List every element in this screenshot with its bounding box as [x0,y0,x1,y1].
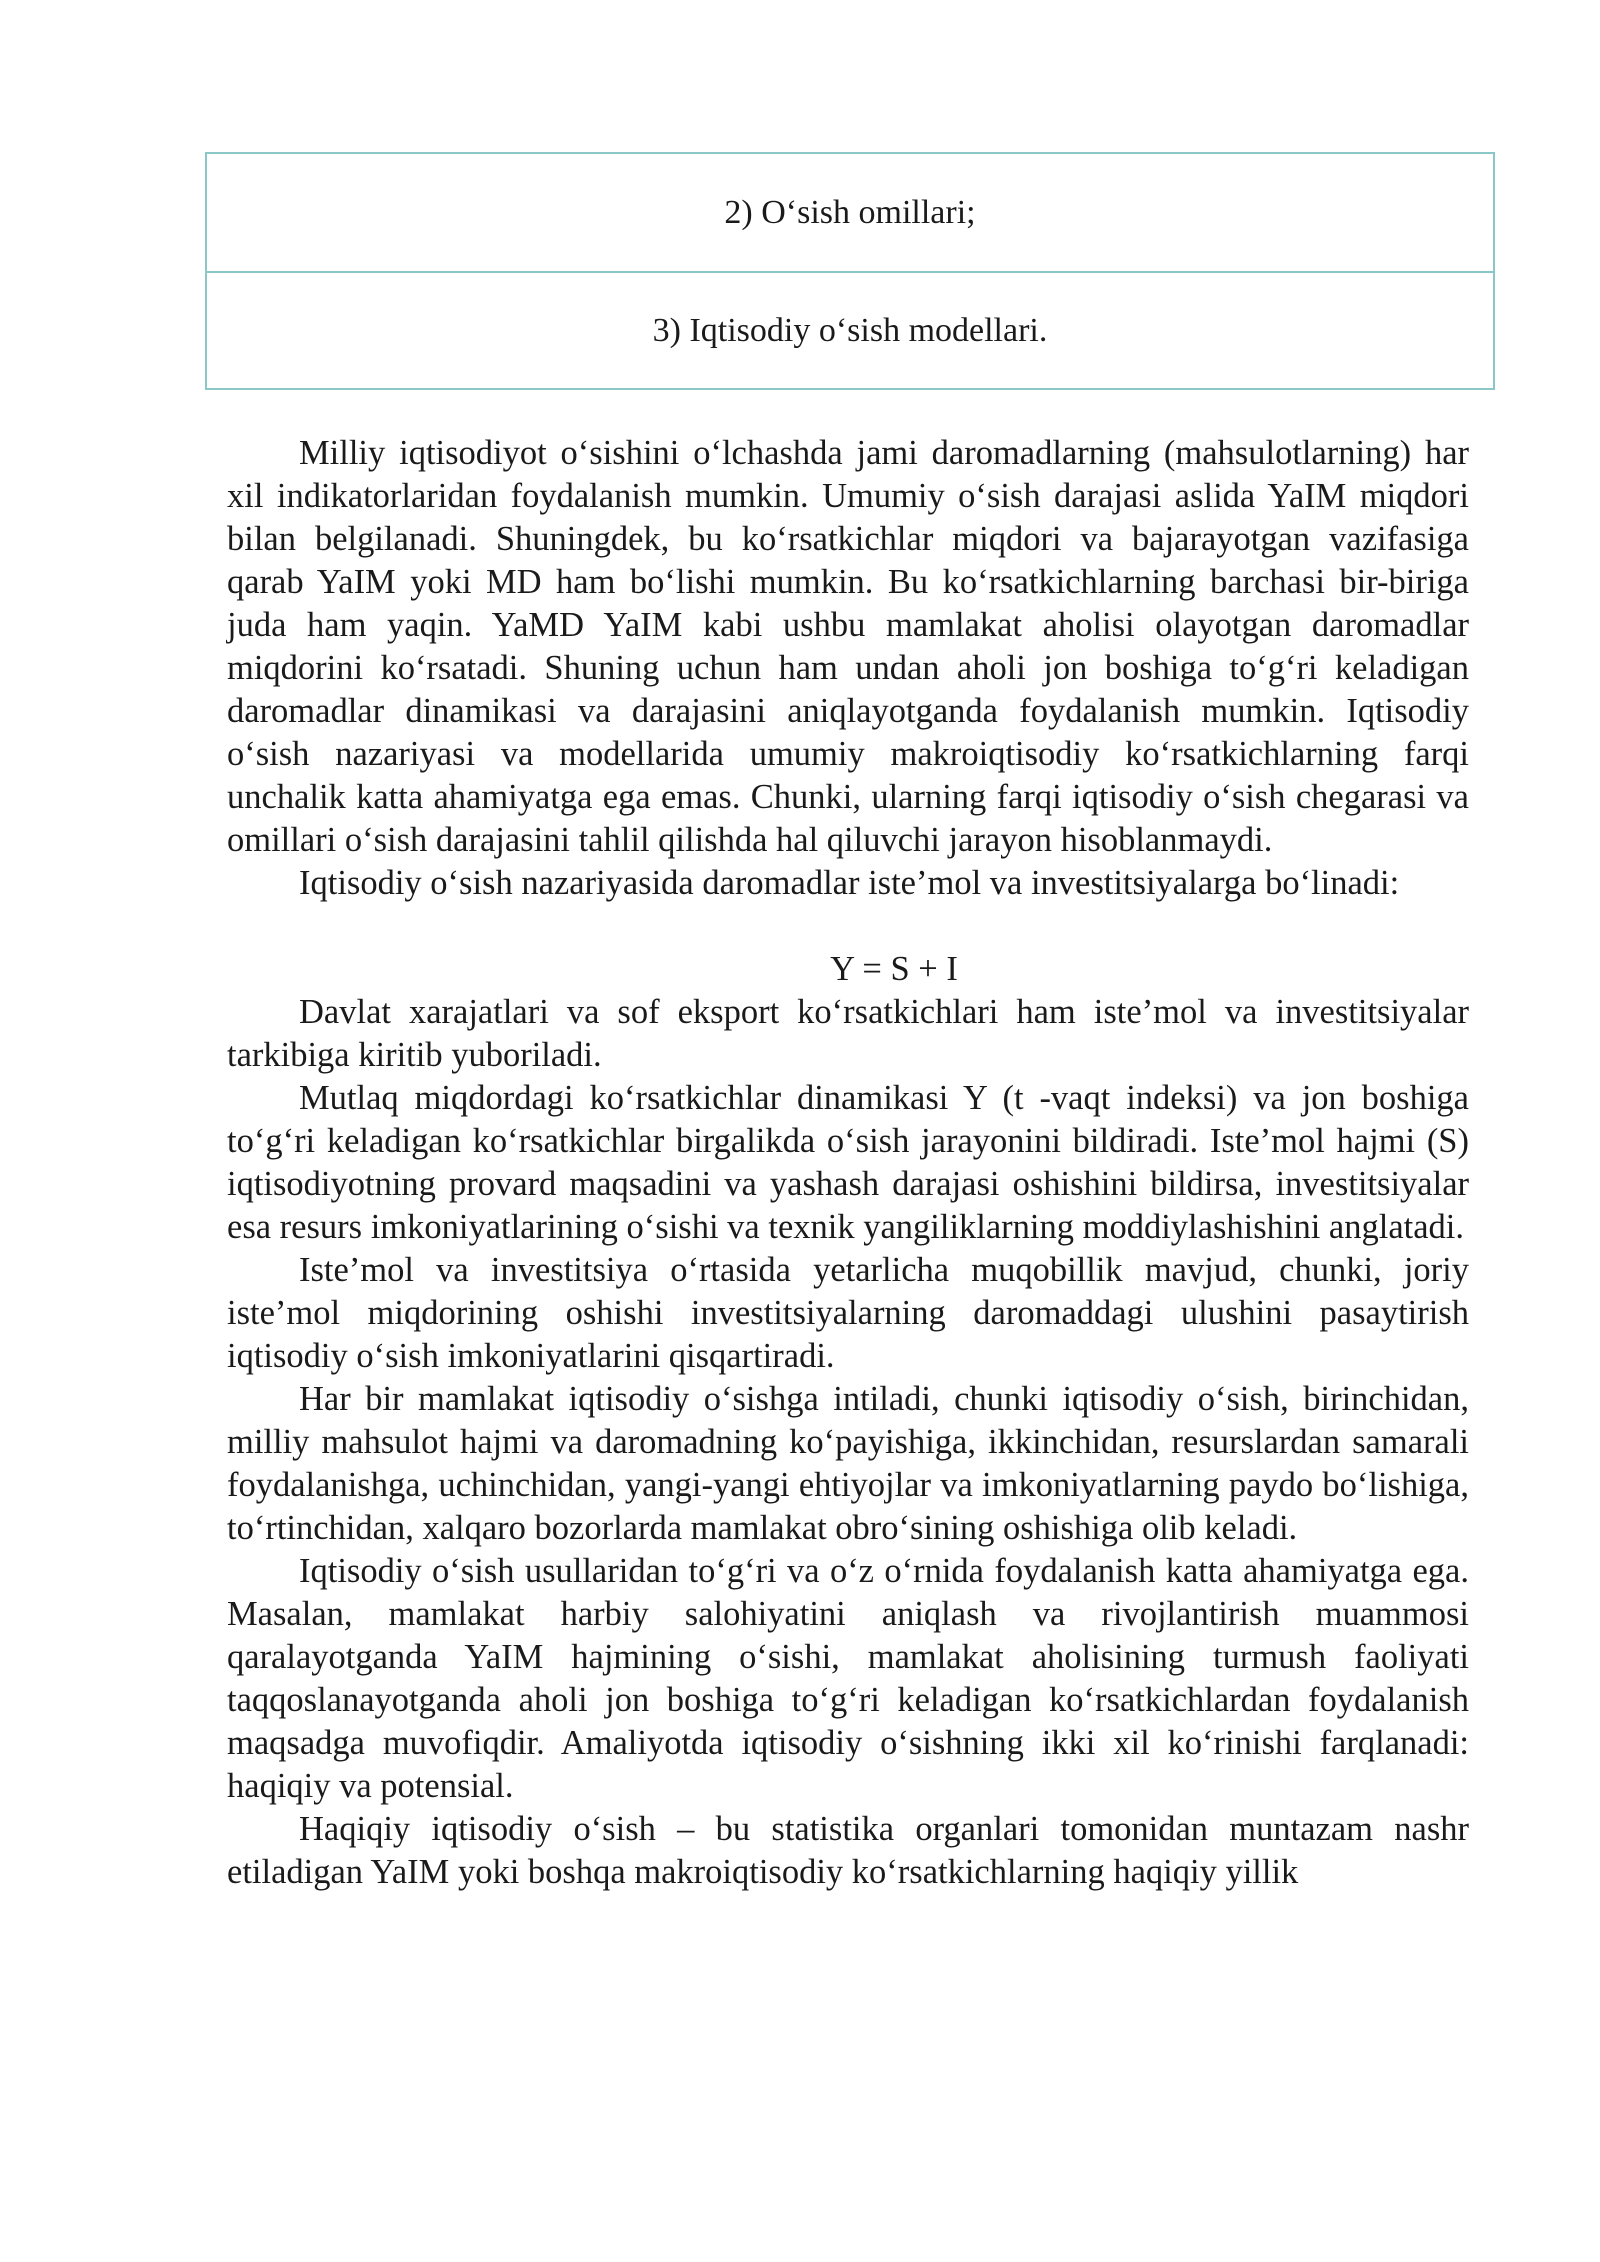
paragraph: Har bir mamlakat iqtisodiy o‘sishga intiladi, chunki iqtisodiy o‘sish, birinchidan, milliy mahsulot hajmi va daromadning ko‘payishiga, ikkinchidan, resurslardan samarali foydalanishga, uchinchidan, yangi-yangi ehtiyojlar va imkoniyatlarning paydo bo‘lishiga, to‘rtinchidan, xalqaro bozorlarda mamlakat obro‘sining oshishiga olib keladi. [227,1380,1469,1547]
paragraph: Milliy iqtisodiyot o‘sishini o‘lchashda jami daromadlarning (mahsulotlarning) har xil indikatorlaridan foydalanish mumkin. Umumiy o‘sish darajasi aslida YaIM miqdori bilan belgilanadi. Shuningdek, bu ko‘rsatkichlar miqdori va bajarayotgan vazifasiga qarab YaIM yoki MD ham bo‘lishi mumkin. Bu ko‘rsatkichlarning barchasi bir-biriga juda ham yaqin. YaMD YaIM kabi ushbu mamlakat aholisi olayotgan daromadlar miqdorini ko‘rsatadi. Shuning uchun ham undan aholi jon boshiga to‘g‘ri keladigan daromadlar dinamikasi va darajasini aniqlayotganda foydalanish mumkin. Iqtisodiy o‘sish nazariyasi va modellarida umumiy makroiqtisodiy ko‘rsatkichlarning farqi unchalik katta ahamiyatga ega emas. Chunki, ularning farqi iqtisodiy o‘sish chegarasi va omillari o‘sish darajasini tahlil qilishda hal qiluvchi jarayon hisoblanmaydi. [227,434,1469,859]
paragraph: Iqtisodiy o‘sish nazariyasida daromadlar iste’mol va investitsiyalarga bo‘linadi: [299,864,1400,902]
paragraph: Iste’mol va investitsiya o‘rtasida yetarlicha muqobillik mavjud, chunki, joriy iste’mol miqdorining oshishi investitsiyalarning daromaddagi ulushini pasaytirish iqtisodiy o‘sish imkoniyatlarini qisqartiradi. [227,1251,1469,1375]
outline-row: 3) Iqtisodiy o‘sish modellari. [207,271,1493,388]
outline-row: 2) O‘sish omillari; [724,193,976,231]
paragraph: Iqtisodiy o‘sish usullaridan to‘g‘ri va o‘z o‘rnida foydalanish katta ahamiyatga ega. Masalan, mamlakat harbiy salohiyatini aniqlash va rivojlantirish muammosi qaralayotganda YaIM hajmining o‘sishi, mamlakat aholisining turmush faoliyati taqqoslanayotganda aholi jon boshiga to‘g‘ri keladigan ko‘rsatkichlardan foydalanish maqsadga muvofiqdir. Amaliyotda iqtisodiy o‘sishning ikki xil ko‘rinishi farqlanadi: haqiqiy va potensial. [227,1552,1469,1805]
formula: Y = S + I [830,950,958,988]
outline-table [205,152,1495,390]
paragraph: Mutlaq miqdordagi ko‘rsatkichlar dinamikasi Y (t -vaqt indeksi) va jon boshiga to‘g‘ri keladigan ko‘rsatkichlar birgalikda o‘sish jarayonini bildiradi. Iste’mol hajmi (S) iqtisodiyotning provard maqsadini va yashash darajasi oshishini bildirsa, investitsiyalar esa resurs imkoniyatlarining o‘sishi va texnik yangiliklarning moddiylashishini anglatadi. [227,1079,1469,1246]
body-text [227,432,1469,1894]
paragraph: Davlat xarajatlari va sof eksport ko‘rsatkichlari ham iste’mol va investitsiyalar tarkibiga kiritib yuboriladi. [227,993,1469,1074]
paragraph: Haqiqiy iqtisodiy o‘sish – bu statistika organlari tomonidan muntazam nashr etiladigan YaIM yoki boshqa makroiqtisodiy ko‘rsatkichlarning haqiqiy yillik [227,1810,1469,1891]
